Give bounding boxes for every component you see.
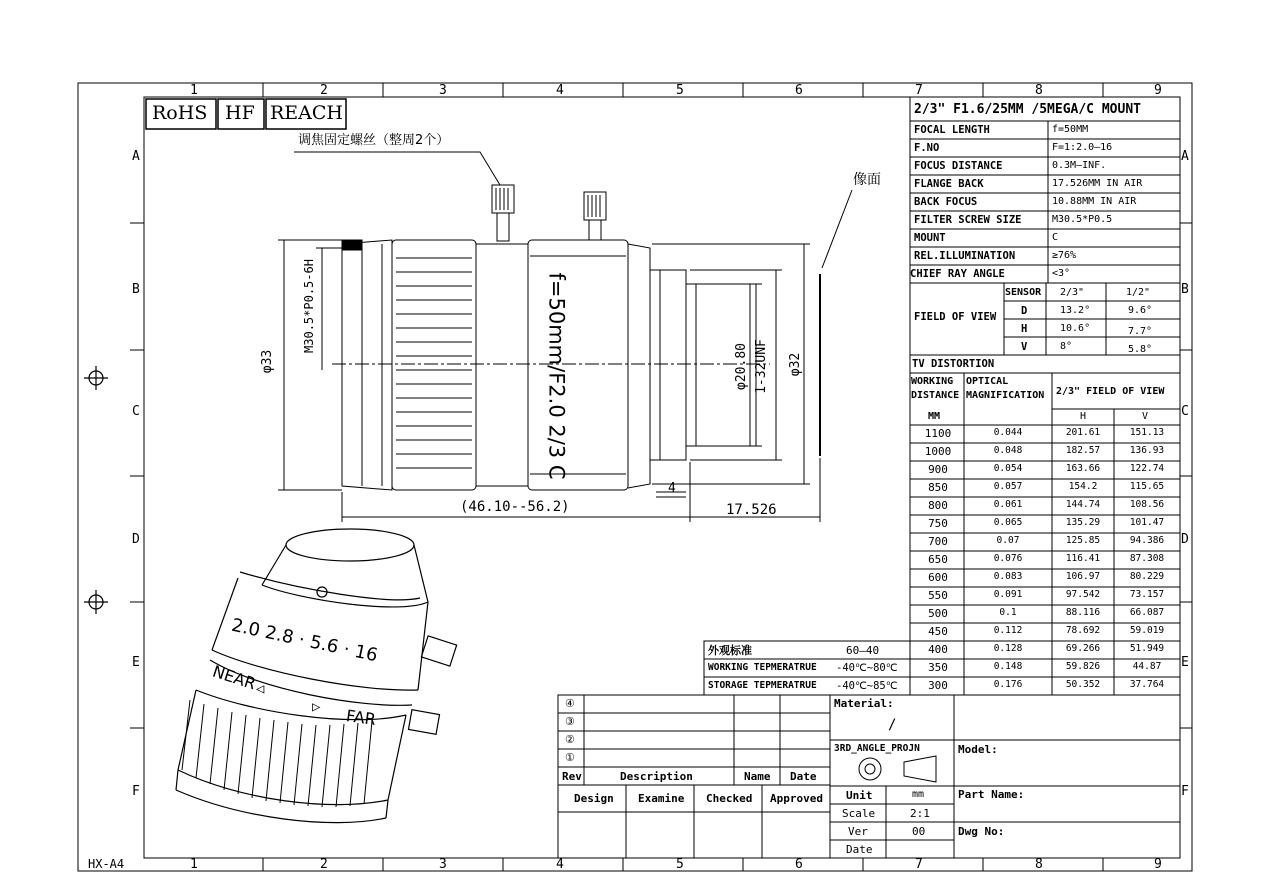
wd-header-v: V: [1142, 411, 1149, 422]
fov-value: 7.7°: [1128, 326, 1153, 337]
barrel-text: f=50mm/F2.0 2/3 C: [544, 272, 569, 480]
fov-value: 8°: [1060, 341, 1073, 352]
near-label: NEAR: [210, 661, 259, 694]
spec-label: FOCAL LENGTH: [914, 124, 990, 136]
env-label: 外观标准: [708, 644, 752, 657]
fov-label: FIELD OF VIEW: [914, 311, 997, 323]
rev-header-description: Description: [620, 770, 693, 783]
wd-fov-h-cell: 135.29: [1065, 517, 1101, 528]
spec-label: BACK FOCUS: [914, 196, 978, 208]
wd-fov-v-cell: 51.949: [1129, 643, 1165, 654]
projection-label: 3RD_ANGLE_PROJN: [834, 743, 920, 754]
col-number-bottom-1: 1: [190, 857, 198, 872]
spec-value: 0.3M—INF.: [1052, 160, 1107, 171]
wd-fov-v-cell: 122.74: [1129, 463, 1165, 474]
row-letter-left-f: F: [132, 784, 140, 799]
spec-value: 17.526MM IN AIR: [1052, 178, 1143, 189]
wd-fov-h-cell: 125.85: [1065, 535, 1101, 546]
col-number-bottom-7: 7: [915, 857, 923, 872]
material-value: /: [888, 717, 897, 733]
part-name-label: Part Name:: [958, 788, 1025, 801]
wd-unit-mm: MM: [928, 411, 941, 422]
wd-magnification-cell: 0.1: [999, 607, 1017, 618]
row-letter-right-b: B: [1181, 282, 1189, 297]
wd-magnification-cell: 0.048: [993, 445, 1023, 456]
sheet-size-label: HX-A4: [88, 857, 125, 871]
wd-fov-h-cell: 163.66: [1065, 463, 1101, 474]
sign-header-approved: Approved: [770, 792, 823, 805]
wd-magnification-cell: 0.054: [993, 463, 1023, 474]
badge-rohs: RoHS: [152, 102, 208, 124]
spec-label: MOUNT: [914, 232, 946, 244]
wd-distance-cell: 850: [928, 481, 948, 494]
spec-label: FOCUS DISTANCE: [914, 160, 1003, 172]
rev-header-name: Name: [744, 770, 771, 783]
wd-fov-h-cell: 97.542: [1065, 589, 1101, 600]
wd-fov-h-cell: 69.266: [1065, 643, 1101, 654]
wd-fov-h-cell: 144.74: [1065, 499, 1101, 510]
badge-reach: REACH: [270, 102, 344, 124]
wd-fov-h-cell: 88.116: [1065, 607, 1101, 618]
col-number-bottom-3: 3: [439, 857, 447, 872]
fov-axis: V: [1021, 341, 1028, 353]
dim-diameter-32: φ32: [788, 352, 804, 377]
wd-magnification-cell: 0.091: [993, 589, 1023, 600]
note-image-plane: 像面: [853, 172, 881, 188]
env-label: WORKING TEPMERATRUE: [708, 662, 817, 673]
wd-fov-v-cell: 115.65: [1129, 481, 1165, 492]
env-label: STORAGE TEPMERATRUE: [708, 680, 817, 691]
badge-hf: HF: [225, 102, 255, 124]
wd-distance-cell: 450: [928, 625, 948, 638]
row-letter-left-d: D: [132, 532, 140, 547]
wd-fov-h-cell: 182.57: [1065, 445, 1101, 456]
wd-fov-v-cell: 73.157: [1129, 589, 1165, 600]
spec-value: f=50MM: [1052, 124, 1089, 135]
wd-fov-v-cell: 44.87: [1132, 661, 1162, 672]
dim-overall-length: (46.10--56.2): [460, 499, 570, 515]
row-letter-right-e: E: [1181, 655, 1189, 670]
env-value: 60—40: [846, 644, 880, 657]
row-letter-right-a: A: [1181, 149, 1189, 164]
spec-value: C: [1052, 232, 1059, 243]
spec-title: 2/3" F1.6/25MM /5MEGA/C MOUNT: [914, 102, 1141, 117]
tv-distortion-label: TV DISTORTION: [912, 358, 995, 370]
wd-magnification-cell: 0.061: [993, 499, 1023, 510]
spec-label: F.NO: [914, 142, 940, 154]
centering-mark-icon: [84, 366, 108, 614]
wd-fov-v-cell: 59.019: [1129, 625, 1165, 636]
fov-value: 5.8°: [1128, 344, 1153, 355]
sign-header-examine: Examine: [638, 792, 685, 805]
wd-fov-v-cell: 87.308: [1129, 553, 1165, 564]
scale-label: Scale: [842, 807, 876, 820]
wd-magnification-cell: 0.07: [996, 535, 1020, 546]
wd-magnification-cell: 0.065: [993, 517, 1023, 528]
wd-fov-h-cell: 154.2: [1068, 481, 1098, 492]
spec-label: CHIEF RAY ANGLE: [910, 268, 1005, 280]
spec-value: F=1:2.0—16: [1052, 142, 1113, 153]
wd-magnification-cell: 0.083: [993, 571, 1023, 582]
row-letter-left-e: E: [132, 655, 140, 670]
wd-distance-cell: 350: [928, 661, 948, 674]
wd-distance-cell: 750: [928, 517, 948, 530]
row-letter-left-c: C: [132, 404, 140, 419]
spec-value: M30.5*P0.5: [1052, 214, 1113, 225]
wd-header-magnification: MAGNIFICATION: [966, 390, 1045, 401]
spec-label: FLANGE BACK: [914, 178, 984, 190]
col-number-bottom-9: 9: [1154, 857, 1162, 872]
wd-magnification-cell: 0.176: [993, 679, 1023, 690]
wd-distance-cell: 700: [928, 535, 948, 548]
dwg-no-label: Dwg No:: [958, 825, 1005, 838]
col-number-top-8: 8: [1035, 83, 1043, 98]
ver-label: Ver: [848, 825, 868, 838]
dim-filter-thread: M30.5*P0.5-6H: [302, 259, 316, 353]
focus-right-arrow-icon: ▷: [312, 699, 321, 715]
wd-distance-cell: 1100: [924, 427, 952, 440]
wd-magnification-cell: 0.112: [993, 625, 1023, 636]
dim-unf-thread: 1-32UNF: [753, 339, 769, 394]
wd-fov-h-cell: 59.826: [1065, 661, 1101, 672]
env-value: -40℃~85℃: [836, 680, 898, 692]
row-letter-left-b: B: [132, 282, 140, 297]
rev-mark: ③: [565, 715, 575, 728]
wd-distance-cell: 400: [928, 643, 948, 656]
fov-value: 10.6°: [1060, 323, 1091, 334]
wd-distance-cell: 900: [928, 463, 948, 476]
spec-value: ≥76%: [1052, 250, 1077, 261]
col-number-bottom-2: 2: [320, 857, 328, 872]
wd-fov-v-cell: 101.47: [1129, 517, 1165, 528]
scale-value: 2:1: [910, 807, 930, 820]
far-label: FAR: [344, 706, 378, 729]
rev-mark: ①: [565, 751, 575, 764]
fov-value: 13.2°: [1060, 305, 1091, 316]
fov-header-1-2: 1/2": [1126, 287, 1151, 298]
spec-value: <3°: [1052, 268, 1071, 279]
wd-header-working: WORKING: [911, 376, 954, 387]
col-number-bottom-8: 8: [1035, 857, 1043, 872]
wd-fov-h-cell: 116.41: [1065, 553, 1101, 564]
rev-mark: ④: [565, 697, 575, 710]
col-number-top-3: 3: [439, 83, 447, 98]
col-number-top-7: 7: [915, 83, 923, 98]
ver-value: 00: [912, 825, 926, 838]
spec-label: FILTER SCREW SIZE: [914, 214, 1022, 226]
wd-distance-cell: 650: [928, 553, 948, 566]
dim-flange-back: 17.526: [726, 502, 777, 518]
col-number-top-5: 5: [676, 83, 684, 98]
wd-distance-cell: 300: [928, 679, 948, 692]
sign-header-checked: Checked: [706, 792, 753, 805]
wd-magnification-cell: 0.148: [993, 661, 1023, 672]
grid-ticks: [130, 83, 1192, 871]
row-letter-right-f: F: [1181, 784, 1189, 799]
rev-mark: ②: [565, 733, 575, 746]
wd-fov-v-cell: 37.764: [1129, 679, 1165, 690]
sign-header-design: Design: [574, 792, 614, 805]
col-number-top-6: 6: [795, 83, 803, 98]
wd-magnification-cell: 0.044: [993, 427, 1023, 438]
wd-header-optical: OPTICAL: [966, 376, 1009, 387]
col-number-top-4: 4: [556, 83, 564, 98]
focus-left-arrow-icon: ◁: [256, 681, 265, 697]
unit-label: Unit: [846, 789, 873, 802]
col-number-top-9: 9: [1154, 83, 1162, 98]
date-label: Date: [846, 843, 873, 856]
wd-distance-cell: 550: [928, 589, 948, 602]
col-number-bottom-5: 5: [676, 857, 684, 872]
wd-fov-v-cell: 108.56: [1129, 499, 1165, 510]
wd-fov-v-cell: 94.386: [1129, 535, 1165, 546]
wd-distance-cell: 600: [928, 571, 948, 584]
wd-magnification-cell: 0.128: [993, 643, 1023, 654]
fov-header-sensor: SENSOR: [1005, 287, 1042, 298]
wd-header-distance: DISTANCE: [911, 390, 960, 401]
rev-header-date: Date: [790, 770, 817, 783]
wd-distance-cell: 800: [928, 499, 948, 512]
wd-distance-cell: 500: [928, 607, 948, 620]
wd-fov-v-cell: 151.13: [1129, 427, 1165, 438]
col-number-bottom-6: 6: [795, 857, 803, 872]
wd-magnification-cell: 0.057: [993, 481, 1023, 492]
wd-distance-cell: 1000: [924, 445, 952, 458]
col-number-top-1: 1: [190, 83, 198, 98]
dim-4: 4: [668, 481, 676, 496]
aperture-marks: 2.0 2.8 · 5.6 · 16: [229, 614, 380, 667]
fov-value: 9.6°: [1128, 305, 1153, 316]
col-number-top-2: 2: [320, 83, 328, 98]
rev-header-rev: Rev: [562, 770, 582, 783]
dim-diameter-20-8: φ20.80: [733, 343, 749, 390]
note-focus-screws: 调焦固定螺丝（整周2个）: [298, 133, 450, 148]
spec-value: 10.88MM IN AIR: [1052, 196, 1137, 207]
spec-label: REL.ILLUMINATION: [914, 250, 1016, 262]
row-letter-right-c: C: [1181, 404, 1189, 419]
sheet-frame: [78, 83, 1192, 871]
wd-fov-v-cell: 66.087: [1129, 607, 1165, 618]
fov-axis: H: [1021, 323, 1028, 335]
wd-magnification-cell: 0.076: [993, 553, 1023, 564]
row-letter-left-a: A: [132, 149, 140, 164]
wd-fov-v-cell: 80.229: [1129, 571, 1165, 582]
fov-axis: D: [1021, 305, 1028, 317]
col-number-bottom-4: 4: [556, 857, 564, 872]
wd-header-h: H: [1080, 411, 1087, 422]
fov-header-2-3: 2/3": [1060, 287, 1085, 298]
model-label: Model:: [958, 743, 998, 756]
wd-fov-v-cell: 136.93: [1129, 445, 1165, 456]
env-value: -40℃~80℃: [836, 662, 898, 674]
wd-fov-h-cell: 201.61: [1065, 427, 1101, 438]
dim-diameter-33: φ33: [260, 349, 276, 374]
wd-fov-h-cell: 106.97: [1065, 571, 1101, 582]
unit-value: mm: [912, 789, 925, 800]
wd-fov-h-cell: 78.692: [1065, 625, 1101, 636]
wd-fov-h-cell: 50.352: [1065, 679, 1101, 690]
material-label: Material:: [834, 697, 894, 710]
row-letter-right-d: D: [1181, 532, 1189, 547]
wd-header-fov: 2/3" FIELD OF VIEW: [1056, 386, 1165, 397]
